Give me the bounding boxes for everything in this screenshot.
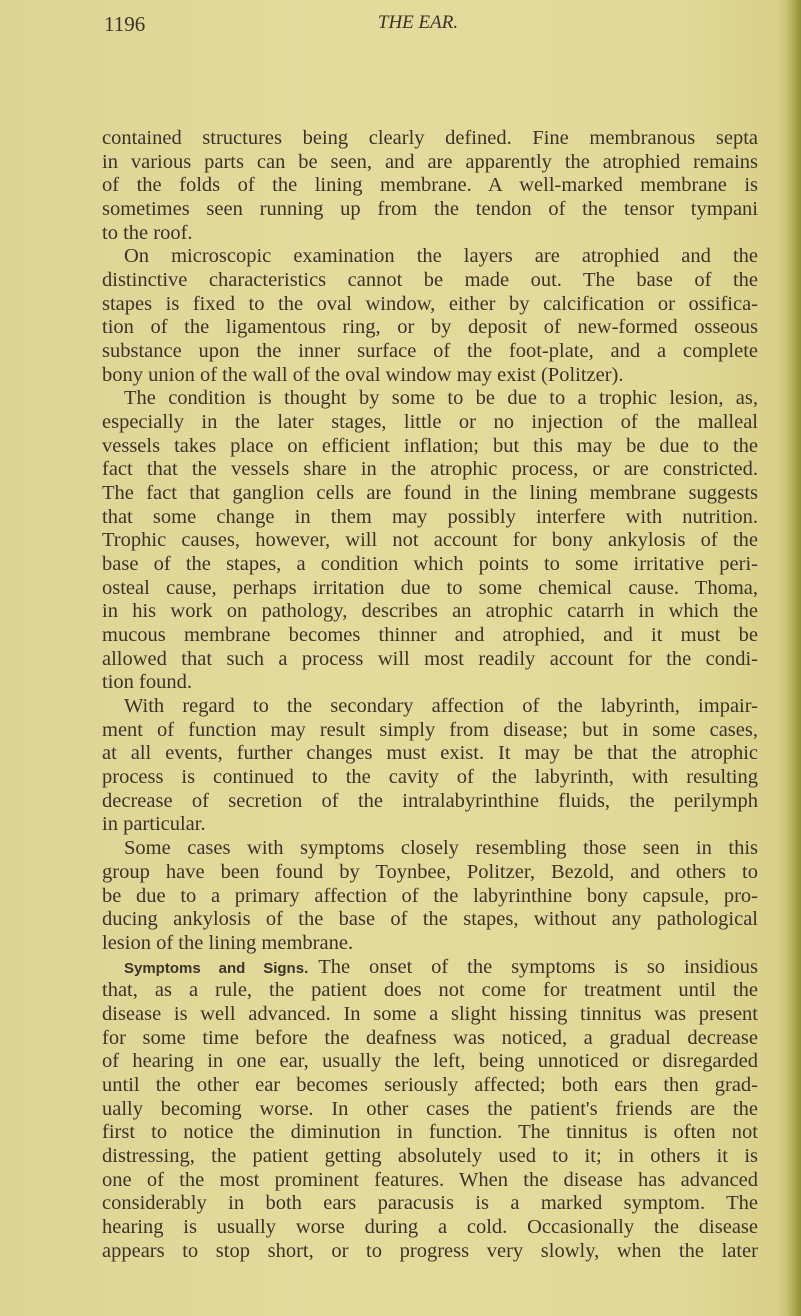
book-page-edge [787,0,801,1316]
text-line: lesion of the lining membrane. [102,931,354,954]
line-text: The onset of the symptoms is so insidious [318,955,758,978]
text-line: The fact that ganglion cells are found in the lining membrane suggests [102,482,758,505]
text-line: be due to a primary affection of the labyrinthine bony capsule, pro- [102,884,758,907]
text-line: bony union of the wall of the oval window may exist (Politzer). [102,363,624,386]
text-line: contained structures being clearly defined. Fine membranous septa [102,127,758,149]
text-line: first to notice the diminution in function. The tinnitus is often not [102,1121,758,1144]
text-line: that some change in them may possibly interfere with nutrition. [102,505,758,528]
page-body-text [102,127,758,1263]
text-line: at all events, further changes must exist. It may be that the atrophic [102,742,758,765]
text-line: mucous membrane becomes thinner and atrophied, and it must be [102,624,758,647]
text-line: especially in the later stages, little or no injection of the malleal [102,411,758,434]
text-line: appears to stop short, or to progress very slowly, when the later [102,1239,758,1262]
text-line: osteal cause, perhaps irritation due to some chemical cause. Thoma, [102,576,758,599]
text-line: in particular. [102,813,206,836]
text-line: hearing is usually worse during a cold. Occasionally the disease [102,1215,758,1238]
text-line: until the other ear becomes seriously affected; both ears then grad- [102,1073,758,1096]
text-line: distressing, the patient getting absolutely used to it; in others it is [102,1144,758,1167]
text-line: sometimes seen running up from the tendon of the tensor tympani [102,198,758,221]
text-line: Trophic causes, however, will not account for bony ankylosis of the [102,529,758,552]
section-heading: Symptoms and Signs. [124,959,309,977]
text-line: The condition is thought by some to be due to a trophic lesion, as, [124,387,758,410]
text-line: in his work on pathology, describes an atrophic catarrh in which the [102,600,758,623]
text-line: ducing ankylosis of the base of the stapes, without any pathological [102,908,758,931]
text-line: ment of function may result simply from disease; but in some cases, [102,718,758,741]
text-line: fact that the vessels share in the atrophic process, or are constricted. [102,458,758,481]
text-line: substance upon the inner surface of the foot-plate, and a complete [102,340,758,363]
text-line: distinctive characteristics cannot be made out. The base of the [102,269,758,292]
running-title: THE EAR. [377,12,459,33]
text-line: tion of the ligamentous ring, or by deposit of new-formed osseous [102,316,758,339]
text-line: for some time before the deafness was noticed, a gradual decrease [102,1026,758,1049]
text-line: tion found. [102,671,192,694]
text-line: one of the most prominent features. When the disease has advanced [102,1168,758,1191]
text-line: disease is well advanced. In some a slight hissing tinnitus was present [102,1002,758,1025]
text-line: With regard to the secondary affection of the labyrinth, impair- [124,695,758,718]
text-line: to the roof. [102,221,193,244]
text-line: decrease of secretion of the intralabyrinthine fluids, the perilymph [102,789,758,812]
page-number: 1196 [104,12,146,36]
text-line: considerably in both ears paracusis is a marked symptom. The [102,1192,758,1215]
text-line: that, as a rule, the patient does not come for treatment until the [102,979,758,1002]
text-line: base of the stapes, a condition which points to some irritative peri- [102,553,758,576]
text-line: in various parts can be seen, and are apparently the atrophied remains [102,150,758,173]
page-header [102,12,758,38]
text-line: vessels takes place on efficient inflation; but this may be due to the [102,434,758,457]
text-line: stapes is fixed to the oval window, either by calcification or ossifica- [102,292,758,315]
text-line: of hearing in one ear, usually the left, being unnoticed or disregarded [102,1050,758,1073]
text-line: On microscopic examination the layers are atrophied and the [124,245,758,268]
text-line: allowed that such a process will most readily account for the condi- [102,647,758,670]
text-line: ually becoming worse. In other cases the patient's friends are the [102,1097,758,1120]
text-line: Some cases with symptoms closely resembling those seen in this [124,837,758,860]
text-line: process is continued to the cavity of the labyrinth, with resulting [102,766,758,789]
text-line [102,956,758,980]
text-line: of the folds of the lining membrane. A well-marked membrane is [102,174,758,197]
text-line: group have been found by Toynbee, Politzer, Bezold, and others to [102,860,758,883]
